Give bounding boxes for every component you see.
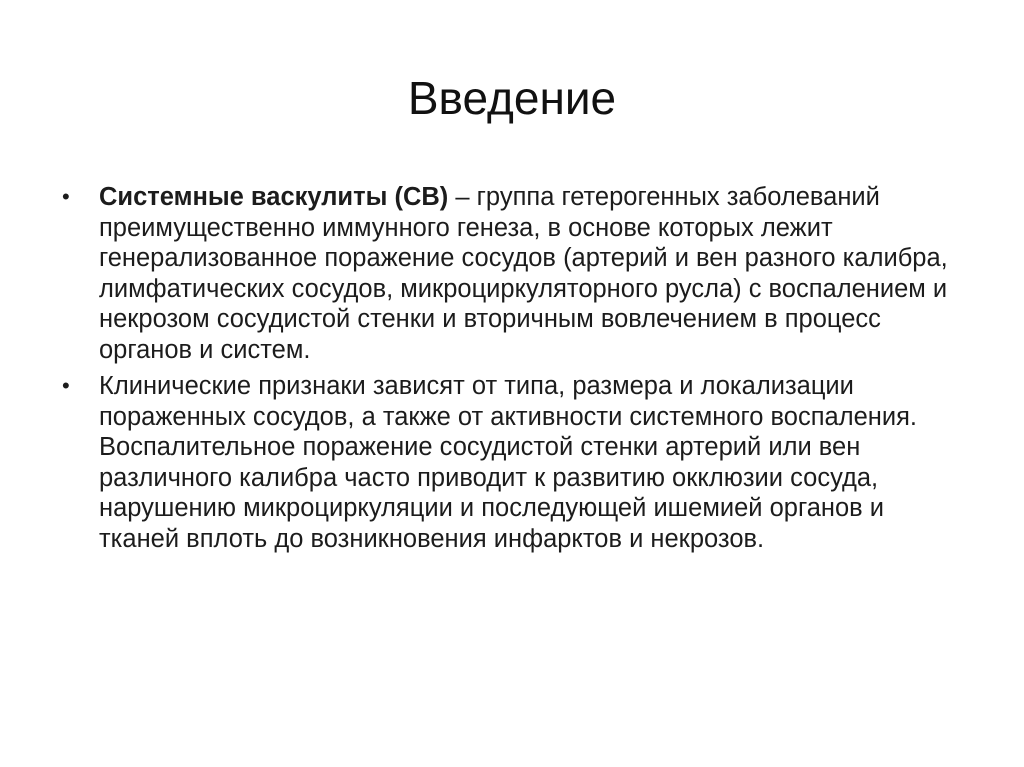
bullet-marker: • [62, 184, 70, 209]
bullet-text: – группа гетерогенных заболеваний преимущественно иммунного генеза, в основе которых лежит генерализованное поражение сосудов (артерий и вен разного калибра, лимфатических сосудов, микроциркуляторного русла) с воспалением и некрозом сосудистой стенки и вторичным вовлечением в процесс органов и систем. [99, 183, 948, 364]
bullet-marker: • [62, 373, 70, 398]
bullet-item-definition [62, 182, 962, 365]
bullet-text: Клинические признаки зависят от типа, размера и локализации пораженных сосудов, а также от активности системного воспаления. Воспалительное поражение сосудистой стенки артерий или вен различного калибра часто приводит к развитию окклюзии сосуда, нарушению микроциркуляции и последующей ишемией органов и тканей вплоть до возникновения инфарктов и некрозов. [99, 372, 917, 553]
bullet-term: Системные васкулиты (СВ) [99, 183, 449, 211]
slide-title: Введение [407, 72, 617, 124]
bullet-list [62, 182, 962, 560]
bullet-item-clinical-signs [62, 371, 962, 554]
